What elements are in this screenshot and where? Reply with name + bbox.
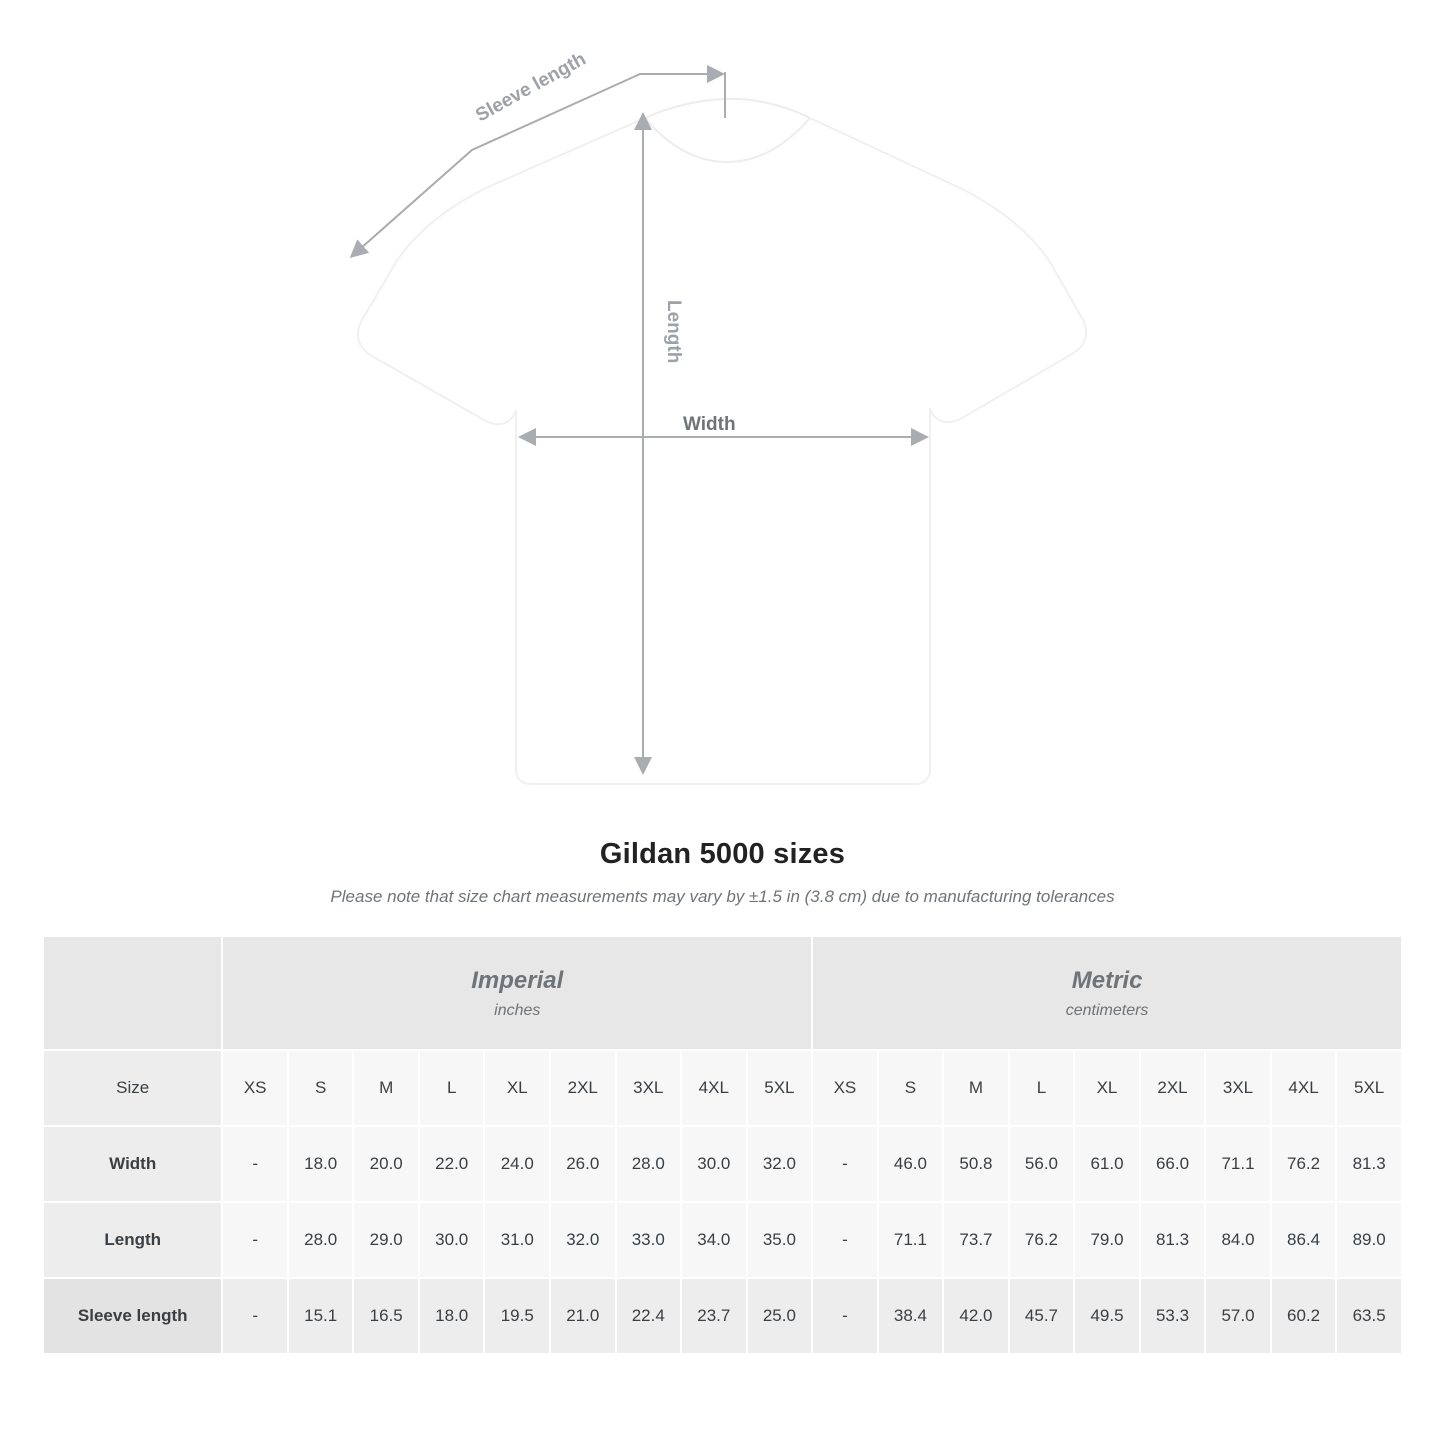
sleeve-imperial-xl: 19.5	[484, 1278, 550, 1354]
length-imperial-l: 30.0	[419, 1202, 485, 1278]
size-header-imperial-2: M	[353, 1050, 419, 1126]
length-imperial-m: 29.0	[353, 1202, 419, 1278]
width-metric-5xl: 81.3	[1336, 1126, 1402, 1202]
width-metric-4xl: 76.2	[1271, 1126, 1337, 1202]
sleeve-metric-xl: 49.5	[1074, 1278, 1140, 1354]
size-header-imperial-4: XL	[484, 1050, 550, 1126]
size-header-metric-4: XL	[1074, 1050, 1140, 1126]
sleeve-length-label: Sleeve length	[472, 48, 590, 127]
width-imperial-xs: -	[222, 1126, 288, 1202]
width-imperial-l: 22.0	[419, 1126, 485, 1202]
length-imperial-4xl: 34.0	[681, 1202, 747, 1278]
length-metric-3xl: 84.0	[1205, 1202, 1271, 1278]
sleeve-imperial-l: 18.0	[419, 1278, 485, 1354]
size-header-metric-5: 2XL	[1140, 1050, 1206, 1126]
size-header-imperial-1: S	[288, 1050, 354, 1126]
sleeve-imperial-2xl: 21.0	[550, 1278, 616, 1354]
sleeve-imperial-m: 16.5	[353, 1278, 419, 1354]
sleeve-metric-m: 42.0	[943, 1278, 1009, 1354]
length-metric-xs: -	[812, 1202, 878, 1278]
tolerance-note: Please note that size chart measurements may vary by ±1.5 in (3.8 cm) due to manufacturing tolerances	[330, 887, 1115, 906]
metric-sublabel: centimeters	[1065, 1002, 1149, 1019]
width-imperial-4xl: 30.0	[681, 1126, 747, 1202]
unit-header-imperial	[222, 936, 812, 1050]
size-header-metric-8: 5XL	[1336, 1050, 1402, 1126]
length-imperial-xs: -	[222, 1202, 288, 1278]
size-table	[42, 935, 1403, 1355]
length-imperial-3xl: 33.0	[616, 1202, 682, 1278]
sleeve-metric-4xl: 60.2	[1271, 1278, 1337, 1354]
width-imperial-s: 18.0	[288, 1126, 354, 1202]
sleeve-imperial-xs: -	[222, 1278, 288, 1354]
table-row-length	[43, 1202, 1402, 1278]
table-row-width	[43, 1126, 1402, 1202]
sleeve-metric-s: 38.4	[878, 1278, 944, 1354]
sleeve-imperial-3xl: 22.4	[616, 1278, 682, 1354]
size-header-metric-2: M	[943, 1050, 1009, 1126]
size-header-row	[43, 1050, 1402, 1126]
imperial-label: Imperial	[471, 967, 564, 994]
size-header-imperial-7: 4XL	[681, 1050, 747, 1126]
width-imperial-m: 20.0	[353, 1126, 419, 1202]
unit-header-metric	[812, 936, 1402, 1050]
width-imperial-5xl: 32.0	[747, 1126, 813, 1202]
length-metric-l: 76.2	[1009, 1202, 1075, 1278]
length-metric-5xl: 89.0	[1336, 1202, 1402, 1278]
width-metric-xs: -	[812, 1126, 878, 1202]
length-metric-m: 73.7	[943, 1202, 1009, 1278]
page-title: Gildan 5000 sizes	[599, 838, 846, 870]
width-metric-3xl: 71.1	[1205, 1126, 1271, 1202]
tshirt-shape	[358, 99, 1086, 784]
title-block	[0, 838, 1445, 907]
row-header-size: Size	[43, 1050, 222, 1126]
size-table-wrapper	[42, 935, 1403, 1355]
imperial-sublabel: inches	[494, 1002, 541, 1019]
width-metric-2xl: 66.0	[1140, 1126, 1206, 1202]
sleeve-metric-3xl: 57.0	[1205, 1278, 1271, 1354]
length-imperial-5xl: 35.0	[747, 1202, 813, 1278]
length-metric-xl: 79.0	[1074, 1202, 1140, 1278]
width-metric-l: 56.0	[1009, 1126, 1075, 1202]
size-header-imperial-6: 3XL	[616, 1050, 682, 1126]
unit-header-row	[43, 936, 1402, 1050]
row-label-sleeve-length: Sleeve length	[43, 1278, 222, 1354]
size-header-metric-6: 3XL	[1205, 1050, 1271, 1126]
width-imperial-3xl: 28.0	[616, 1126, 682, 1202]
width-imperial-2xl: 26.0	[550, 1126, 616, 1202]
length-metric-s: 71.1	[878, 1202, 944, 1278]
length-imperial-xl: 31.0	[484, 1202, 550, 1278]
length-imperial-2xl: 32.0	[550, 1202, 616, 1278]
size-header-imperial-0: XS	[222, 1050, 288, 1126]
size-header-metric-0: XS	[812, 1050, 878, 1126]
sleeve-metric-l: 45.7	[1009, 1278, 1075, 1354]
length-label: Length	[663, 300, 684, 364]
sleeve-metric-5xl: 63.5	[1336, 1278, 1402, 1354]
size-header-imperial-5: 2XL	[550, 1050, 616, 1126]
width-label: Width	[683, 414, 736, 435]
size-header-imperial-8: 5XL	[747, 1050, 813, 1126]
unit-header-blank	[43, 936, 222, 1050]
sleeve-imperial-4xl: 23.7	[681, 1278, 747, 1354]
length-metric-4xl: 86.4	[1271, 1202, 1337, 1278]
sleeve-imperial-s: 15.1	[288, 1278, 354, 1354]
width-metric-s: 46.0	[878, 1126, 944, 1202]
size-header-metric-3: L	[1009, 1050, 1075, 1126]
sleeve-imperial-5xl: 25.0	[747, 1278, 813, 1354]
sleeve-metric-2xl: 53.3	[1140, 1278, 1206, 1354]
width-metric-xl: 61.0	[1074, 1126, 1140, 1202]
row-label-length: Length	[43, 1202, 222, 1278]
length-imperial-s: 28.0	[288, 1202, 354, 1278]
width-metric-m: 50.8	[943, 1126, 1009, 1202]
size-header-metric-7: 4XL	[1271, 1050, 1337, 1126]
table-row-sleeve-length	[43, 1278, 1402, 1354]
size-header-metric-1: S	[878, 1050, 944, 1126]
width-imperial-xl: 24.0	[484, 1126, 550, 1202]
size-header-imperial-3: L	[419, 1050, 485, 1126]
metric-label: Metric	[1071, 967, 1143, 994]
row-label-width: Width	[43, 1126, 222, 1202]
length-metric-2xl: 81.3	[1140, 1202, 1206, 1278]
sleeve-metric-xs: -	[812, 1278, 878, 1354]
